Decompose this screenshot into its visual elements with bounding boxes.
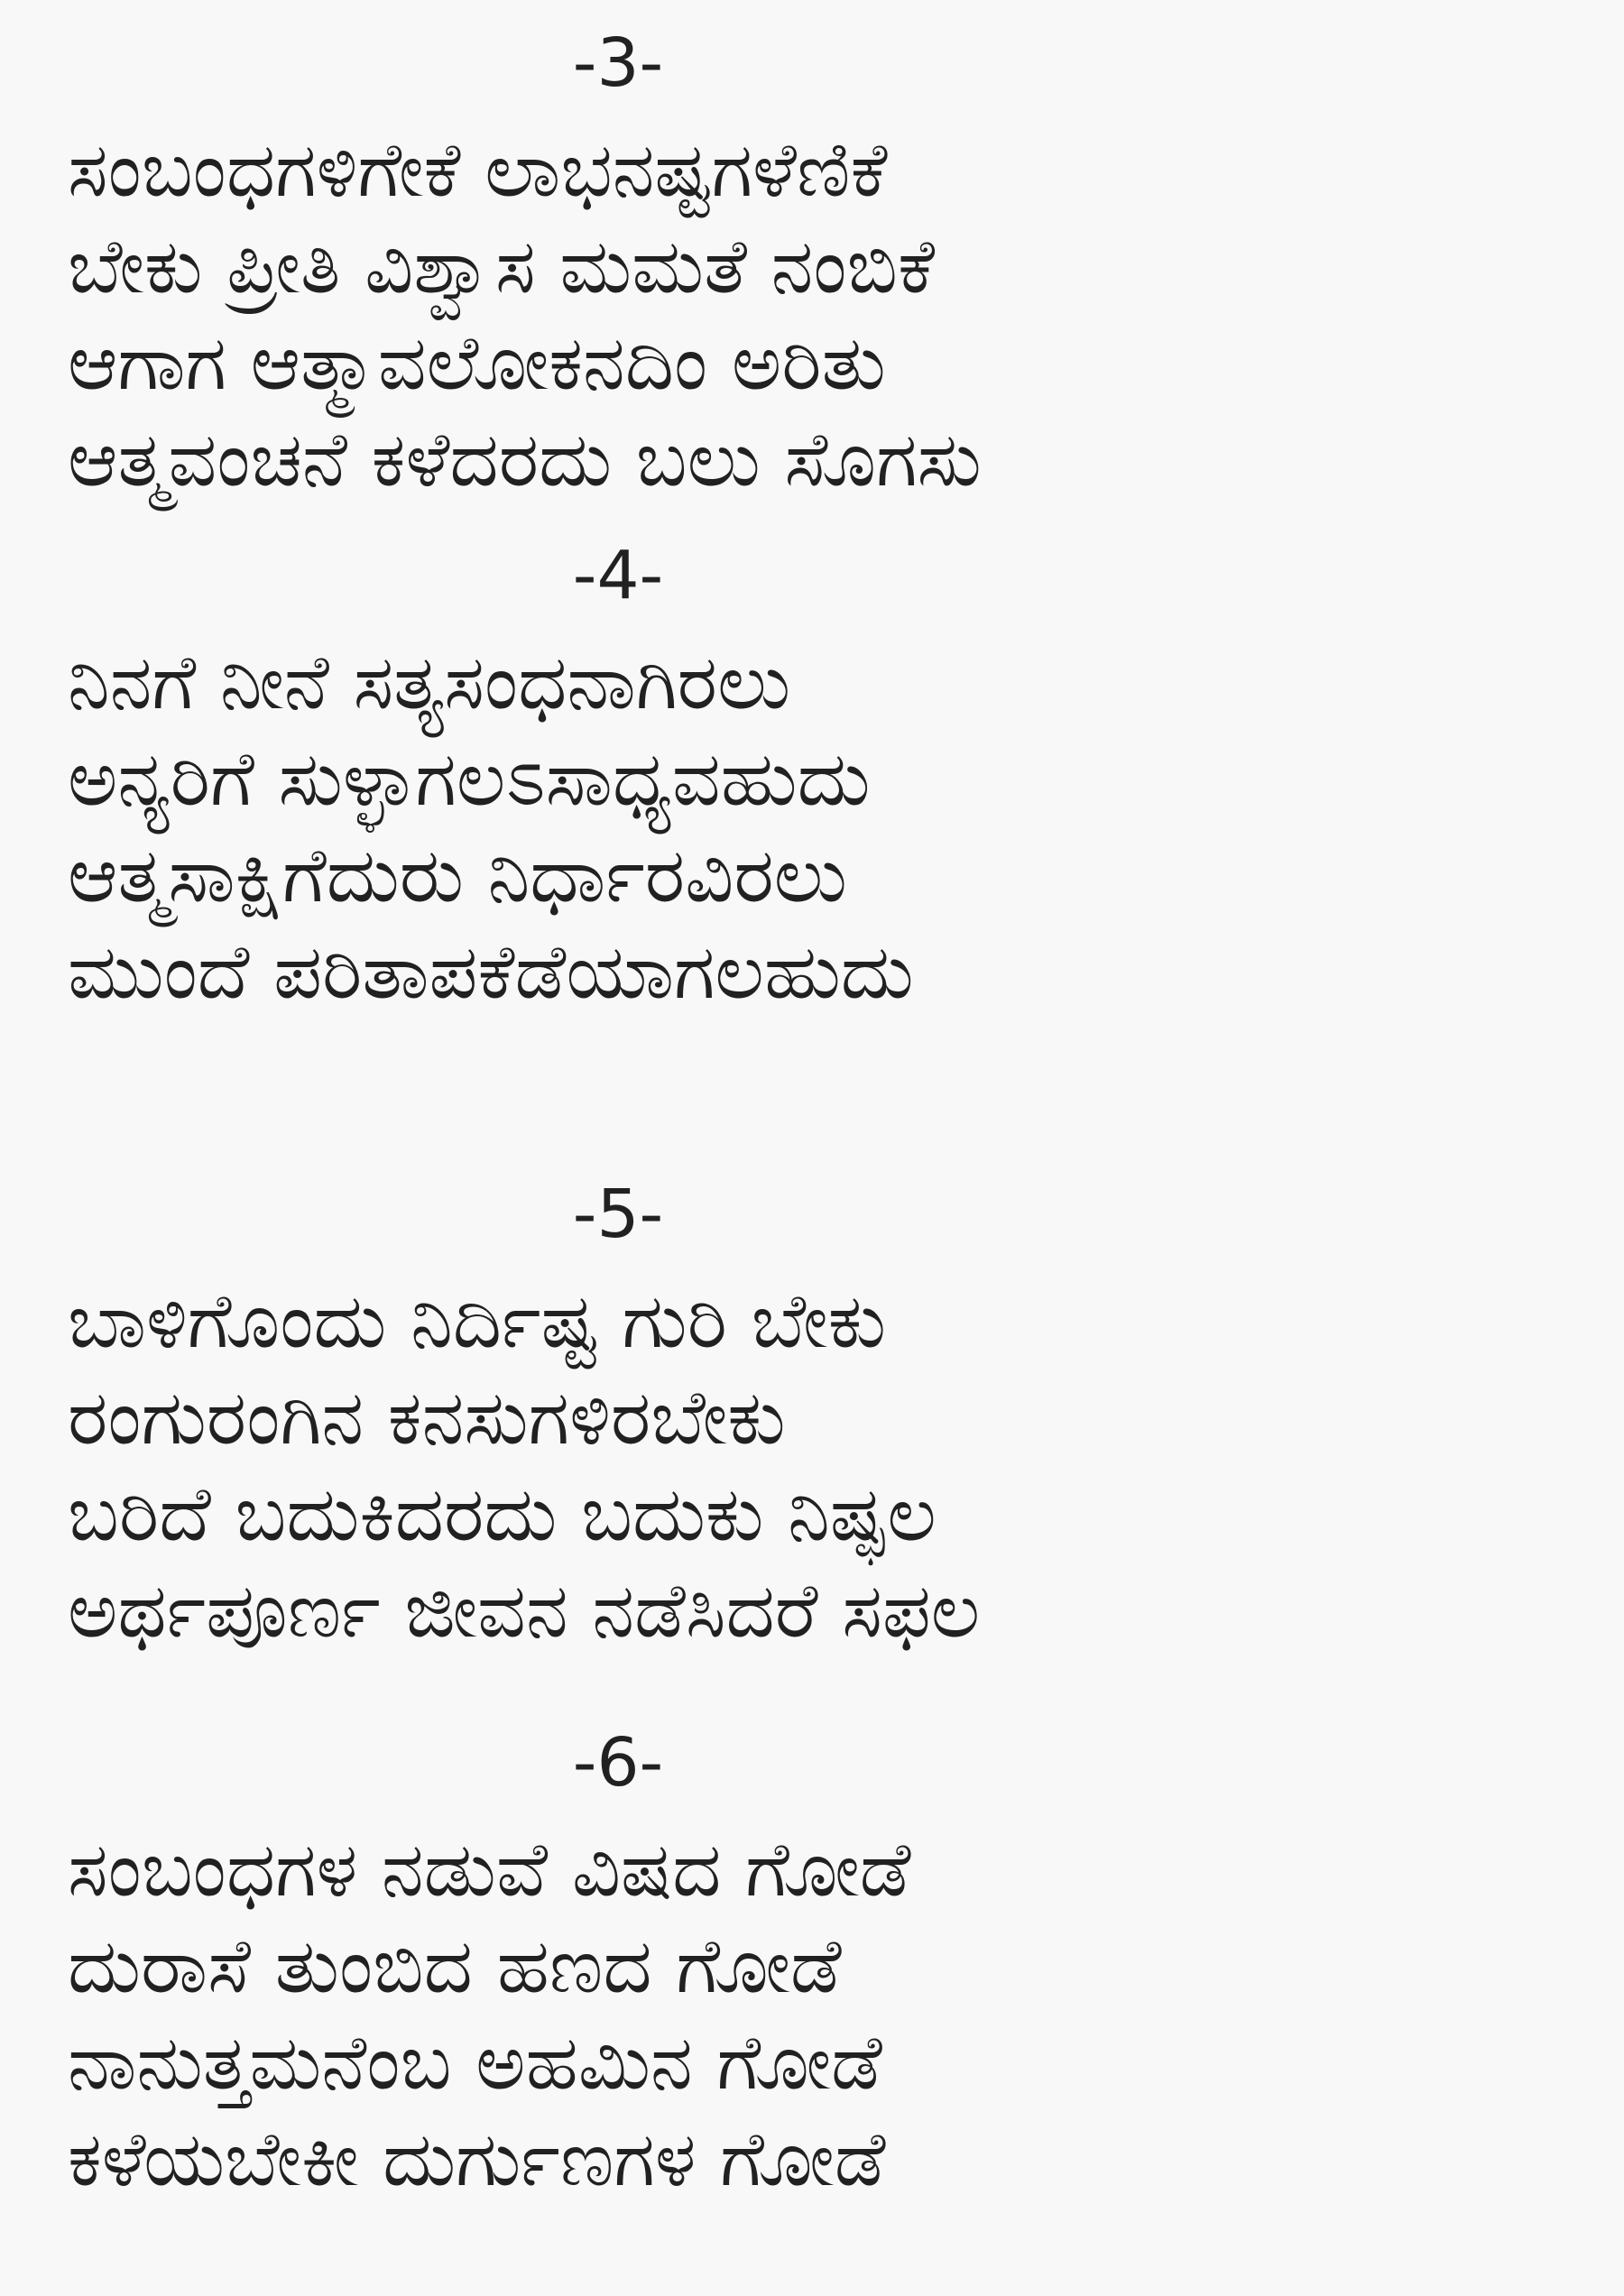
verse-line: ಆತ್ಮವಂಚನೆ ಕಳೆದರದು ಬಲು ಸೊಗಸು: [68, 415, 982, 503]
verse-line: ನಿನಗೆ ನೀನೆ ಸತ್ಯಸಂಧನಾಗಿರಲು: [68, 638, 791, 726]
verse-line: ಅನ್ಯರಿಗೆ ಸುಳ್ಳಾಗಲಽಸಾಧ್ಯವಹುದು: [68, 734, 871, 823]
section-number: -6-: [572, 1724, 664, 1802]
section-number: -5-: [572, 1176, 664, 1253]
verse-line: ಬರಿದೆ ಬದುಕಿದರದು ಬದುಕು ನಿಷ್ಫಲ: [68, 1470, 937, 1558]
verse-line: ಸಂಬಂಧಗಳ ನಡುವೆ ವಿಷದ ಗೋಡೆ: [68, 1825, 911, 1913]
section-number: -3-: [572, 24, 664, 102]
section-number: -4-: [572, 537, 664, 614]
verse-content: [68, 24, 1168, 2208]
verse-line: ರಂಗುರಂಗಿನ ಕನಸುಗಳಿರಬೇಕು: [68, 1373, 786, 1462]
verse-line: ದುರಾಸೆ ತುಂಬಿದ ಹಣದ ಗೋಡೆ: [68, 1922, 842, 2010]
verse-line: ನಾನುತ್ತಮನೆಂಬ ಅಹಮಿನ ಗೋಡೆ: [68, 2018, 882, 2107]
verse-section: [68, 1178, 1168, 1659]
verse-line: ಸಂಬಂಧಗಳಿಗೇಕೆ ಲಾಭನಷ್ಟಗಳೆಣಿಕೆ: [68, 125, 888, 214]
verse-line: ಆಗಾಗ ಆತ್ಮಾವಲೋಕನದಿಂ ಅರಿತು: [68, 318, 886, 407]
verse-line: ಬೇಕು ಪ್ರೀತಿ ವಿಶ್ವಾಸ ಮಮತೆ ನಂಬಿಕೆ: [68, 222, 936, 310]
verse-line: ಅರ್ಥಪೂರ್ಣ ಜೀವನ ನಡೆಸಿದರೆ ಸಫಲ: [68, 1566, 981, 1655]
verse-section: [68, 539, 1168, 1020]
verse-line: ಕಳೆಯಬೇಕೀ ದುರ್ಗುಣಗಳ ಗೋಡೆ: [68, 2115, 886, 2203]
verse-line: ಮುಂದೆ ಪರಿತಾಪಕೆಡೆಯಾಗಲಹುದು: [68, 927, 914, 1016]
verse-section: [68, 1724, 1168, 2208]
verse-line: ಆತ್ಮಸಾಕ್ಷಿಗೆದುರು ನಿರ್ಧಾರವಿರಲು: [68, 831, 847, 919]
verse-line: ಬಾಳಿಗೊಂದು ನಿರ್ದಿಷ್ಟ ಗುರಿ ಬೇಕು: [68, 1277, 887, 1365]
verse-section: [68, 24, 1168, 508]
